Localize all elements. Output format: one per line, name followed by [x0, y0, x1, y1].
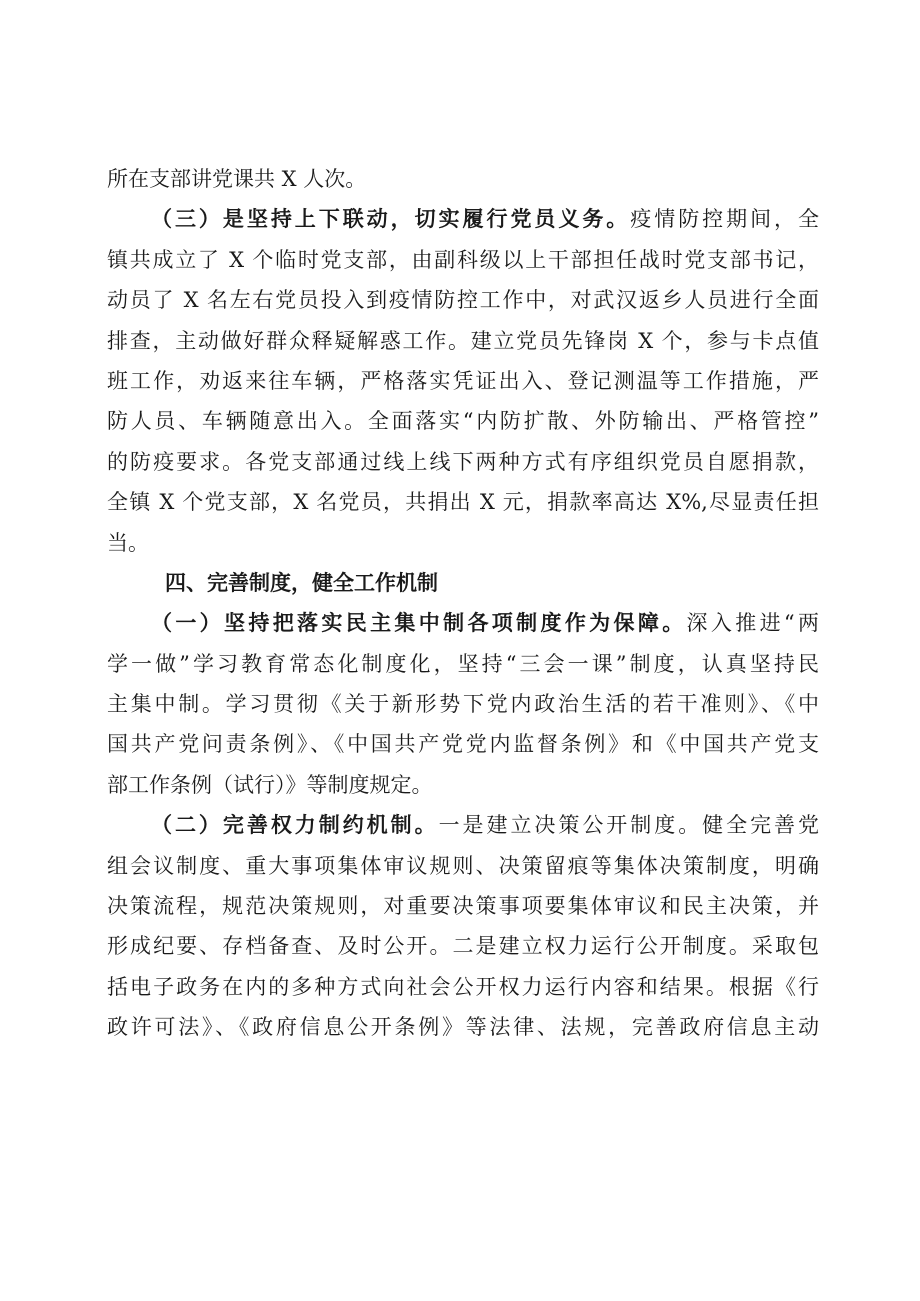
paragraph-text: 政许可法》、《政府信息公开条例》等法律、法规，完善政府信息主动	[107, 1015, 819, 1040]
paragraph-text: 组会议制度、重大事项集体审议规则、决策留痕等集体决策制度，明确	[107, 853, 819, 878]
paragraph-text: 形成纪要、存档备查、及时公开。二是建立权力运行公开制度。采取包	[107, 934, 819, 959]
paragraph-text: 深入推进“两	[686, 611, 819, 636]
text-line	[107, 967, 819, 1007]
text-line	[107, 482, 819, 522]
text-line	[107, 603, 819, 643]
paragraph-text: 一是建立决策公开制度。健全完善党	[438, 813, 819, 838]
text-line	[107, 523, 819, 563]
paragraph-text: 疫情防控期间，全	[630, 207, 819, 232]
paragraph-text: 镇共成立了 X 个临时党支部，由副科级以上干部担任战时党支部书记，	[107, 247, 819, 272]
section-heading-text: 四、完善制度，健全工作机制	[165, 570, 438, 595]
text-line	[107, 765, 819, 805]
paragraph-text: 动员了 X 名左右党员投入到疫情防控工作中，对武汉返乡人员进行全面	[107, 288, 819, 313]
text-line	[107, 321, 819, 361]
paragraph-lead-bold: （二）完善权力制约机制。	[151, 813, 439, 838]
text-line	[107, 199, 819, 239]
paragraph-text: 决策流程，规范决策规则，对重要决策事项要集体审议和民主决策，并	[107, 894, 819, 919]
text-line	[107, 846, 819, 886]
text-line	[107, 724, 819, 764]
paragraph-lead-bold: （一）坚持把落实民主集中制各项制度作为保障。	[151, 611, 687, 636]
section-heading	[107, 563, 819, 603]
paragraph-text: 主集中制。学习贯彻《关于新形势下党内政治生活的若干准则》、《中	[107, 692, 819, 717]
text-line	[107, 886, 819, 926]
paragraph-text: 全镇 X 个党支部，X 名党员，共捐出 X 元，捐款率高达 X%,尽显责任担	[107, 490, 819, 515]
paragraph-text: 排查，主动做好群众释疑解惑工作。建立党员先锋岗 X 个，参与卡点值	[107, 328, 819, 353]
paragraph-text: 所在支部讲党课共 X 人次。	[107, 167, 367, 191]
text-line	[107, 401, 819, 441]
text-line	[107, 1007, 819, 1047]
paragraph-lead-bold: （三）是坚持上下联动，切实履行党员义务。	[151, 207, 631, 232]
paragraph-text: 括电子政务在内的多种方式向社会公开权力运行内容和结果。根据《行	[107, 974, 819, 999]
text-line	[107, 280, 819, 320]
text-line	[107, 159, 819, 199]
document-body	[107, 159, 819, 1048]
text-line	[107, 361, 819, 401]
text-line	[107, 644, 819, 684]
text-line	[107, 684, 819, 724]
text-line	[107, 805, 819, 845]
paragraph-text: 的防疫要求。各党支部通过线上线下两种方式有序组织党员自愿捐款，	[107, 449, 819, 474]
paragraph-text: 部工作条例（试行）》等制度规定。	[107, 772, 433, 797]
paragraph-text: 学一做”学习教育常态化制度化，坚持“三会一课”制度，认真坚持民	[107, 651, 819, 676]
paragraph-text: 班工作，劝返来往车辆，严格落实凭证出入、登记测温等工作措施，严	[107, 368, 819, 393]
paragraph-text: 国共产党问责条例》、《中国共产党党内监督条例》和《中国共产党支	[107, 732, 819, 757]
paragraph-text: 防人员、车辆随意出入。全面落实“内防扩散、外防输出、严格管控”	[107, 409, 819, 434]
text-line	[107, 442, 819, 482]
text-line	[107, 240, 819, 280]
paragraph-text: 当。	[107, 530, 149, 555]
text-line	[107, 926, 819, 966]
